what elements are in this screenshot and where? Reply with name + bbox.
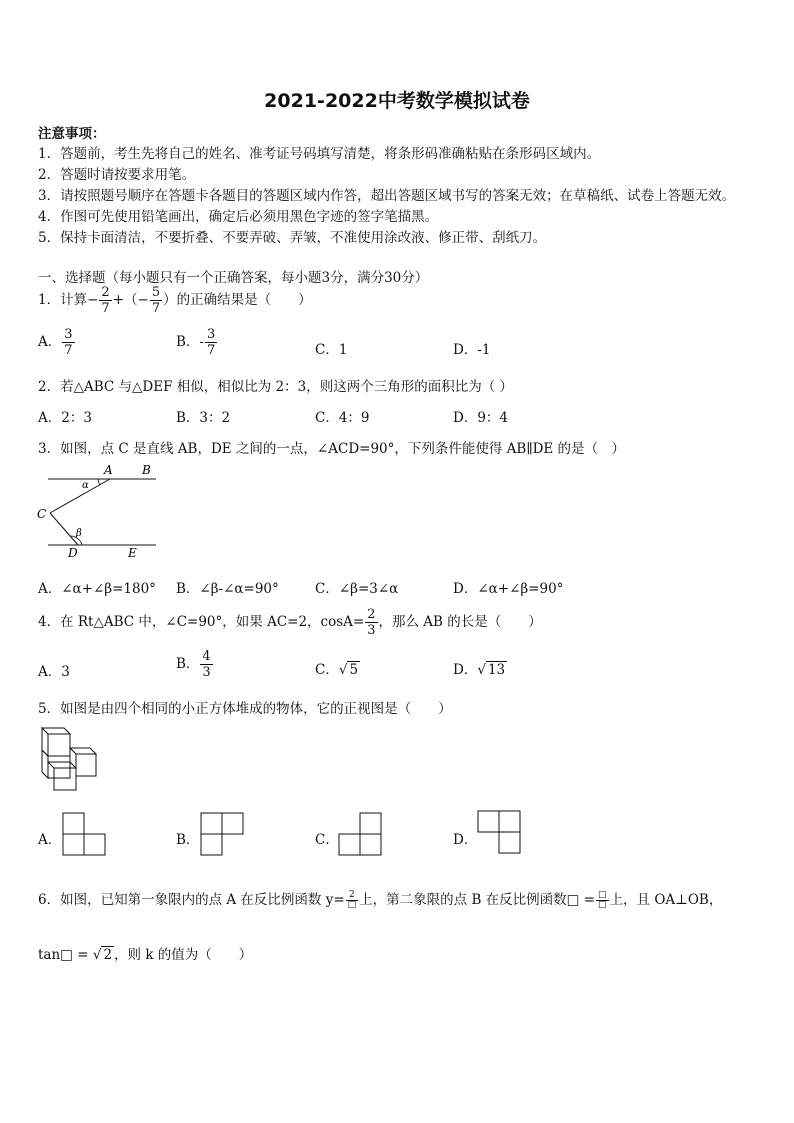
q1-minus: − (87, 292, 99, 308)
q1-prefix: 1．计算 (38, 292, 88, 308)
q2-option-c[interactable]: C．4：9 (315, 410, 370, 426)
q1-option-d[interactable]: D．-1 (453, 342, 491, 358)
q3-option-a[interactable]: A．∠α+∠β=180° (38, 581, 156, 597)
angle-alpha-arc (98, 479, 100, 485)
question-2: 2．若△ABC 与△DEF 相似，相似比为 2：3，则这两个三角形的面积比为（ ） (38, 379, 513, 395)
q3-option-d[interactable]: D．∠α+∠β=90° (453, 581, 564, 597)
label-b: B (142, 463, 151, 477)
q5-option-c-figure[interactable] (338, 812, 384, 858)
label-a: A (104, 463, 113, 477)
notice-item-3: 3．请按照题号顺序在答题卡各题目的答题区域内作答，超出答题区域书写的答案无效；在草稿纸、试卷上答题无效。 (38, 188, 736, 204)
q5-option-d-label[interactable]: D． (453, 832, 478, 848)
notice-heading: 注意事项： (38, 126, 106, 142)
question-6: 6．如图，已知第一象限内的点 A 在反比例函数 y= $\frac{2}{□}$ 上，第二象限的点 B 在反比例函数□ = $\frac{□}{□}$ 上，且 OA⊥OB， (38, 890, 723, 910)
q1-option-b[interactable]: B．- $\frac{3}{7}$ (176, 327, 216, 358)
q1-option-c[interactable]: C．1 (315, 342, 348, 358)
label-alpha: α (82, 480, 89, 491)
q4-option-d[interactable]: D．√ 13 (453, 662, 506, 678)
sqrt-icon: √ 13 (477, 662, 506, 678)
q4-option-b[interactable]: B． $\frac{4}{3}$ (176, 649, 211, 680)
question-4: 4．在 Rt△ABC 中，∠C=90°，如果 AC=2，cosA= $\frac{2}{3}$ ，那么 AB 的长是（ ） (38, 607, 542, 638)
q1-fraction-2: $\frac{5}{7}$ (151, 285, 161, 316)
q5-option-b-label[interactable]: B． (176, 832, 200, 848)
label-beta: β (76, 528, 82, 539)
question-6-line-2: tan□ = √ 2 ，则 k 的值为（ ） (38, 947, 253, 963)
q1-option-a[interactable]: A． $\frac{3}{7}$ (38, 327, 73, 358)
section-heading: 一、选择题（每小题只有一个正确答案，每小题3分，满分30分） (38, 270, 429, 286)
q6-fraction-2: $\frac{□}{□}$ (598, 890, 607, 910)
question-5: 5．如图是由四个相同的小正方体堆成的物体，它的正视图是（ ） (38, 701, 452, 717)
sqrt-icon: √ 5 (338, 662, 359, 678)
q2-option-b[interactable]: B．3：2 (176, 410, 231, 426)
q1-fraction-1: $\frac{2}{7}$ (101, 285, 110, 316)
sqrt-icon: √ 2 (92, 947, 113, 963)
q4-option-c[interactable]: C．√ 5 (315, 662, 359, 678)
notice-item-2: 2．答题时请按要求用笔。 (38, 167, 196, 183)
question-1 (38, 285, 312, 316)
q5-option-d-figure[interactable] (477, 810, 523, 856)
q5-option-c-label[interactable]: C． (315, 832, 339, 848)
q5-option-a-figure[interactable] (62, 812, 108, 858)
q5-option-a-label[interactable]: A． (38, 832, 62, 848)
q5-option-b-figure[interactable] (200, 812, 246, 858)
notice-item-4: 4．作图可先使用铅笔画出，确定后必须用黑色字迹的签字笔描黑。 (38, 209, 439, 225)
q1-suffix: ）的正确结果是（ ） (163, 292, 312, 308)
q5-cube-figure (36, 724, 102, 794)
q6-fraction-1: $\frac{2}{□}$ (347, 890, 357, 910)
page-title: 2021-2022中考数学模拟试卷 (264, 90, 530, 112)
q2-option-a[interactable]: A．2：3 (38, 410, 92, 426)
q4-option-a[interactable]: A．3 (38, 664, 70, 680)
q3-figure (34, 460, 164, 560)
label-e: E (128, 546, 137, 560)
segment-cd (50, 513, 78, 545)
q2-option-d[interactable]: D．9：4 (453, 410, 509, 426)
q3-option-c[interactable]: C．∠β=3∠α (315, 581, 399, 597)
question-3: 3．如图，点 C 是直线 AB，DE 之间的一点，∠ACD=90°，下列条件能使得 AB∥DE 的是（ ） (38, 441, 626, 457)
notice-item-5: 5．保持卡面清洁，不要折叠、不要弄破、弄皱，不准使用涂改液、修正带、刮纸刀。 (38, 230, 547, 246)
q3-option-b[interactable]: B．∠β-∠α=90° (176, 581, 279, 597)
q1-mid: +（− (112, 292, 149, 308)
q4-fraction: $\frac{2}{3}$ (367, 607, 376, 638)
label-d: D (68, 546, 78, 560)
label-c: C (37, 507, 47, 521)
segment-ca (50, 479, 110, 513)
notice-item-1: 1．答题前，考生先将自己的姓名、准考证号码填写清楚，将条形码准确粘贴在条形码区域内。 (38, 146, 601, 162)
